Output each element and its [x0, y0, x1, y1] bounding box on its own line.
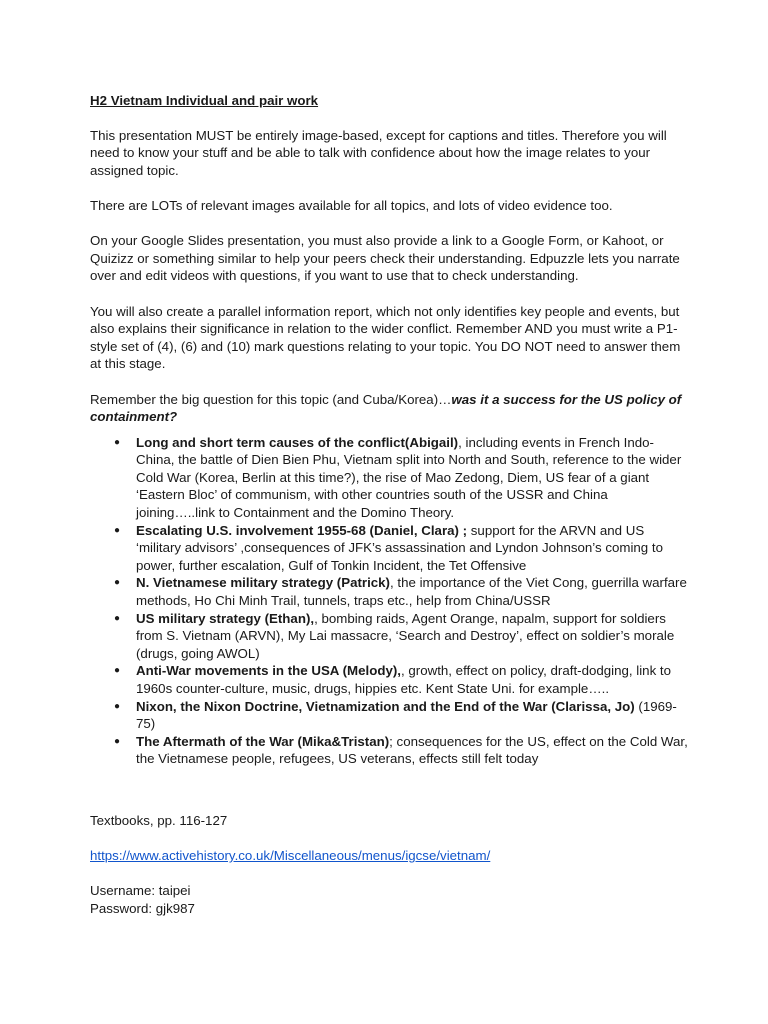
topic-description: support for the ARVN and US ‘military advisors’ ,consequences of JFK’s assassination and Lyndon Johnson’s coming to power, further escalation, Gulf of Tonkin Incident, the Tet Offensive — [136, 522, 663, 573]
topic-description: , bombing raids, Agent Orange, napalm, support for soldiers from S. Vietnam (ARVN), My Lai massacre, ‘Search and Destroy’, effect on soldier’s morale (drugs, going AWOL) — [136, 610, 675, 661]
topic-description: (1969-75) — [136, 698, 677, 732]
topic-heading: Nixon, the Nixon Doctrine, Vietnamization and the End of the War (Clarissa, Jo) — [136, 698, 635, 714]
topic-description: , including events in French Indo-China, the battle of Dien Bien Phu, Vietnam split into North and South, reference to the wider Cold War (Korea, Berlin at this time?), the rise of Mao Zedong, Diem, US fear of a giant ‘Eastern Bloc’ of communism, with other countries south of the USSR and China joining…..link to Containment and the Domino Theory. — [136, 434, 682, 521]
bullet-icon: ● — [114, 665, 121, 677]
topic-heading: Escalating U.S. involvement 1955-68 (Daniel, Clara) ; — [136, 522, 468, 538]
report-paragraph: You will also create a parallel information report, which not only identifies key people and events, but also explains their significance in relation to the wider conflict. Remember AND you must write a P1-style set of (4), (6) and (10) mark questions relating to your topic. You DO NOT need to answer them at this stage. — [90, 303, 681, 372]
activehistory-link[interactable]: https://www.activehistory.co.uk/Miscellaneous/menus/igcse/vietnam/ — [90, 848, 491, 864]
list-item — [90, 662, 690, 697]
topic-heading: N. Vietnamese military strategy (Patrick) — [136, 575, 390, 591]
topic-description: ; consequences for the US, effect on the Cold War, the Vietnamese people, refugees, US veterans, effects still felt today — [136, 733, 688, 767]
quiz-paragraph: On your Google Slides presentation, you must also provide a link to a Google Form, or Kahoot, or Quizizz or something similar to help your peers check their understanding. Edpuzzle lets you narrate over and edit videos with questions, if you want to use that to check understanding. — [90, 233, 680, 284]
topic-heading: The Aftermath of the War (Mika&Tristan) — [136, 733, 390, 749]
topic-heading: US military strategy (Ethan), — [136, 610, 315, 626]
images-paragraph: There are LOTs of relevant images available for all topics, and lots of video evidence too. — [90, 197, 613, 213]
username-text: Username: taipei — [90, 883, 191, 899]
textbooks-reference: Textbooks, pp. 116-127 — [90, 812, 228, 828]
big-question-lead: Remember the big question for this topic (and Cuba/Korea)… — [90, 391, 452, 407]
password-text: Password: gjk987 — [90, 900, 195, 916]
topic-description: , the importance of the Viet Cong, guerrilla warfare methods, Ho Chi Minh Trail, tunnels, traps etc., help from China/USSR — [136, 575, 687, 609]
credentials — [90, 882, 690, 917]
intro-paragraph: This presentation MUST be entirely image-based, except for captions and titles. Therefore you will need to know your stuff and be able to talk with confidence about how the image relates to your assigned topic. — [90, 127, 667, 178]
list-item — [90, 522, 690, 575]
bullet-icon: ● — [114, 612, 121, 624]
big-question-emphasis: was it a success for the US policy of containment? — [90, 391, 682, 425]
bullet-icon: ● — [114, 436, 121, 448]
list-item — [90, 434, 690, 522]
topic-list — [90, 434, 690, 768]
document-page — [90, 92, 690, 918]
list-item — [90, 610, 690, 663]
document-title: H2 Vietnam Individual and pair work — [90, 93, 319, 108]
list-item — [90, 698, 690, 733]
bullet-icon: ● — [114, 735, 121, 747]
topic-heading: Anti-War movements in the USA (Melody), — [136, 663, 401, 679]
bullet-icon: ● — [114, 700, 121, 712]
topic-description: , growth, effect on policy, draft-dodging, link to 1960s counter-culture, music, drugs, hippies etc. Kent State Uni. for example….. — [136, 663, 672, 696]
bullet-icon: ● — [114, 577, 121, 589]
big-question — [90, 391, 690, 426]
list-item — [90, 733, 690, 768]
topic-heading: Long and short term causes of the conflict(Abigail) — [136, 434, 459, 450]
list-item — [90, 574, 690, 609]
bullet-icon: ● — [114, 524, 121, 536]
